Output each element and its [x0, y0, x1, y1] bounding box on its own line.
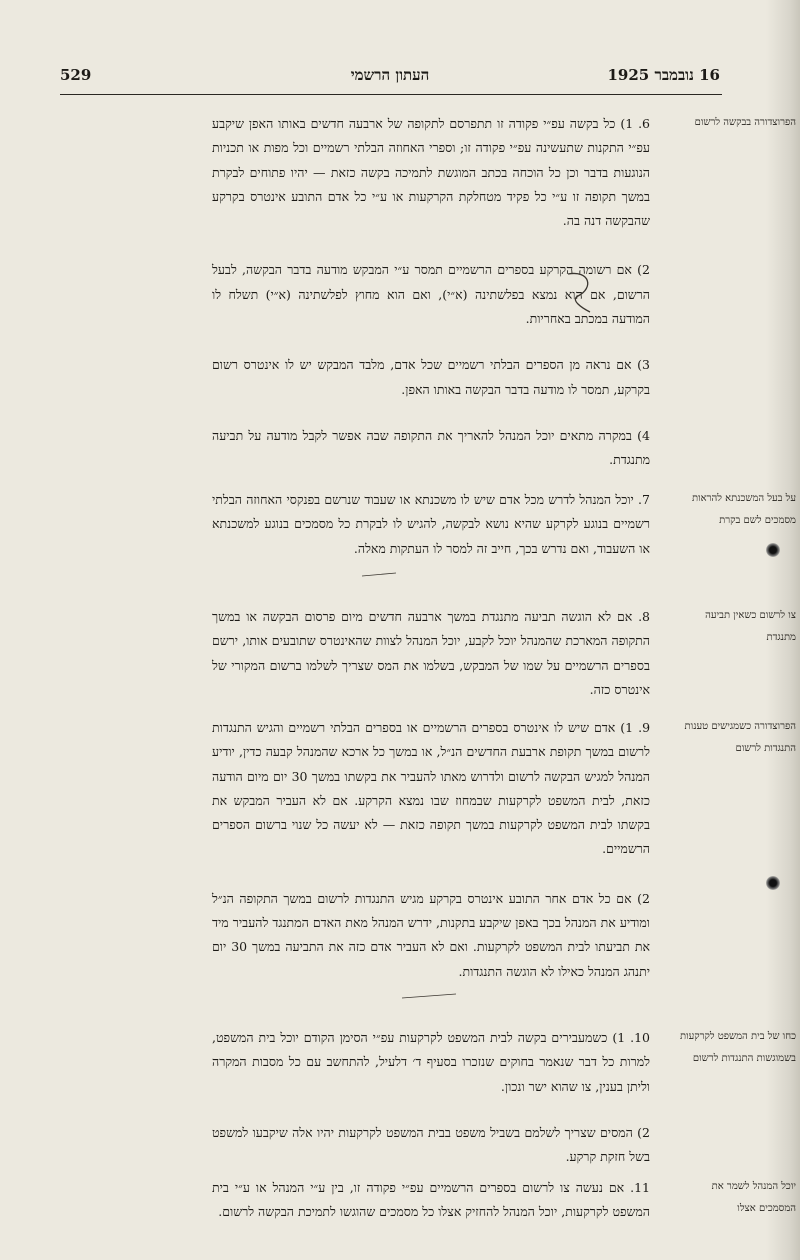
- pen-stroke-icon: [400, 990, 460, 1002]
- section-8: [212, 605, 650, 702]
- paragraph: 7. יוכל המנהל לדרש מכל אדם שיש לו משכנתא או שעבוד שנרשם בפנקסי האחוזה הבלתי רשמיים בנוגע לקרקע שהיא נושא לבקשה, להגיש לו לבקרת כל מסמכים בנוגע למשכנתא או השעבוד, ואם נדרש בכך, חייב זה למסר לו העתקות מאלה.: [212, 492, 650, 556]
- pen-stroke-icon: [360, 570, 400, 580]
- paragraph: 10. 1) כשמעבירים בקשה לבית המשפט לקרקעות עפ״י הסימן הקודם יוכל בית המשפט, למרות כל דבר שנאמר בחוקים שנזכרו בסעיף ד׳ דלעיל, להתחשב עם כל מסבות המקרה וליתן בענין, צו שהוא ישר ונכון.: [212, 1030, 651, 1094]
- paragraph: 11. אם נעשה צו לרשום בספרים הרשמיים עפ״י פקודה זו, בין ע״י המנהל או ע״י בית המשפט לקרקעות, יוכל המנהל להחזיק אצלו כל מסמכים שהוגשו לתמיכת הבקשה לרשום.: [212, 1180, 650, 1220]
- paragraph: 2) אם כל אדם אחר התובע אינטרס בקרקע מגיש התנגדות לרשום במשך התקופה הנ״ל ומודיע את המנהל בכך באפן שיקבע בתקנות, ידרש המנהל מאת האדם המתנגד להעביר מיד את תביעתו לבית המשפט לקרקעות. ואם לא העביר אדם כזה את התביעה במשך 30 יום יתנהג המנהל כאילו לא הוגשה התנגדות.: [212, 890, 650, 979]
- paragraph: 2) המסים שצריך לשלמם בשביל משפט בבית המשפט לקרקעות יהיו אלה שיקבעו למשפט בשל חזקת קרקע.: [212, 1124, 650, 1165]
- page-header: [60, 66, 720, 92]
- page-number: 529: [60, 66, 92, 84]
- header-title: העתון הרשמי: [350, 66, 430, 84]
- section-9: [212, 716, 650, 984]
- binder-hole-icon: [766, 543, 780, 557]
- section-10: [212, 1026, 650, 1169]
- margin-note: על בעל המשכנתא להראות מסמכים לשם בקרת: [691, 493, 796, 526]
- margin-note: הפרוצדורה בבקשה לרשום: [694, 117, 796, 128]
- paragraph: 9. 1) אדם שיש לו אינטרס בספרים הרשמיים או בספרים הבלתי רשמיים והגיש התנגדות לרשום במשך תקופת ארבעת החדשים הנ״ל, או במשך כל ארכא שהמנהל קבעה כדין, יודיע המנהל למגיש הבקשה לרשום ולדרוש מאתו להעביר את בקשתו במשך 30 יום מיום הודעה כזאת, לבית המשפט לקרקעות שבמחוז שבו נמצא הקרקע. אם לא העביר המבקש את בקשתו לבית המשפט לקרקעות במשך תקופה כזאת — לא יעשה כל שנוי ברשום הספרים הרשמיים.: [212, 720, 651, 857]
- binder-hole-icon: [766, 876, 780, 890]
- header-date: 16 נובמבר 1925: [607, 66, 720, 84]
- header-rule: [60, 94, 722, 95]
- margin-note: הפרוצדורה כשמגישים טענות התנגדות לרשום: [684, 721, 796, 754]
- margin-note: כחו של בית המשפט לקרקעות בשמוגשות התנגדות לרשום: [679, 1031, 796, 1064]
- paragraph: 4) במקרה מתאים יוכל המנהל להאריך את התקופה שבה אפשר לקבל מודעה על תביעה מתנגדת.: [212, 427, 650, 468]
- section-11: [212, 1176, 650, 1225]
- pen-mark-icon: [560, 268, 600, 318]
- paragraph: 6. 1) כל בקשה עפ״י פקודה זו תתפרסם לתקופה של ארבעה חדשים באותו האפן שיקבע עפ״י התקנות שתעשינה עפ״י פקודה זו; וספרי האחוזה הבלתי רשמיים וכל מפות או תכניות הנוגעות בדבר וכן כל הוכחה בכתב המוגשת לתמיכה בקשה כזאת — יהיו פתוחים לבקרת במשך תקופה זו ע״י כל פקיד מטחלקת הקרקעות או ע״י כל אדם התובע אינטרס בקרקע שהבקשה דנה בה.: [212, 116, 650, 229]
- paragraph: 2) אם רשומה הקרקע בספרים הרשמיים תמסר ע״י המבקש מודעה בדבר הבקשה, לבעל הרשום, אם הוא נמצא בפלשתינה (א״י), ואם הוא מחוץ לפלשתינה (א״י) תשלח לו המודעה במכתב באחריות.: [212, 262, 650, 327]
- paragraph: 8. אם לא הוגשה תביעה מתנגדת במשך ארבעה חדשים מיום פרסום הבקשה או במשך התקופה המארכת שהמנהל יוכל לקבע, יוכל המנהל לצוות שהאינטרס שתובעים אותו, ירשם בספרים הרשמיים על שמו של המבקש, בשלמו את המס שצריך לשלמו ברשום המקורי של אינטרס כזה.: [212, 609, 650, 697]
- margin-note: צו לרשום כשאין תביעה מתנגדת: [705, 610, 796, 643]
- section-7: [212, 488, 650, 561]
- margin-note: יוכל המנהל לשמר את המסמכים אצלו: [711, 1181, 796, 1214]
- paragraph: 3) אם נראה מן הספרים הבלתי רשמיים שכל אדם, מלבד המבקש יש לו אינטרס רשום בקרקע, תמסר לו מודעה בדבר הבקשה באותו האפן.: [212, 357, 650, 397]
